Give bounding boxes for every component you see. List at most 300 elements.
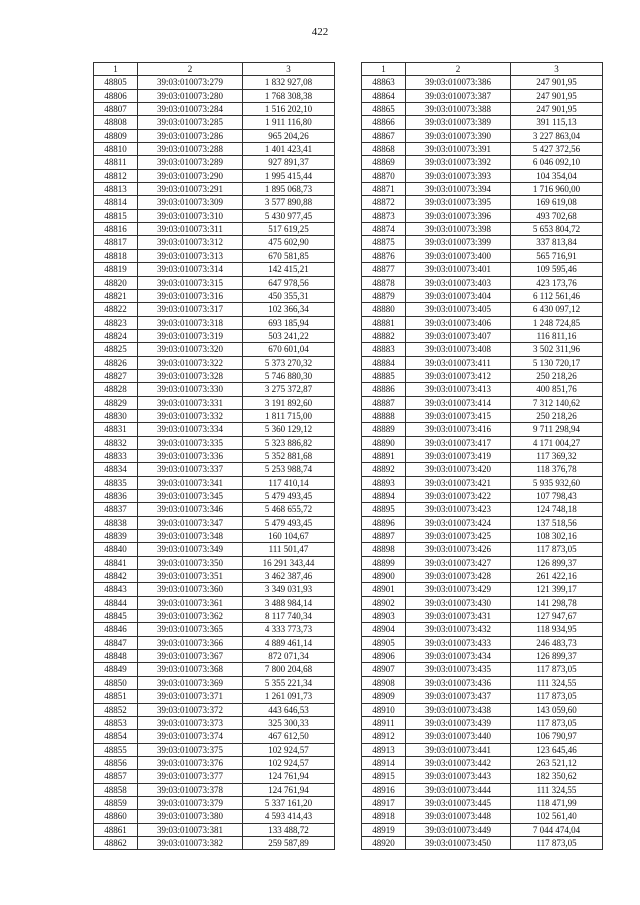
- cadastral-number-cell: 39:03:010073:438: [406, 703, 511, 716]
- table-row: [362, 409, 603, 422]
- row-number-cell: 48858: [94, 783, 138, 796]
- row-number-cell: 48911: [362, 716, 406, 729]
- cadastral-number-cell: 39:03:010073:350: [138, 556, 243, 569]
- cadastral-number-cell: 39:03:010073:373: [138, 716, 243, 729]
- cadastral-value-cell: 467 612,50: [243, 730, 335, 743]
- cadastral-number-cell: 39:03:010073:322: [138, 356, 243, 369]
- table-row: [362, 89, 603, 102]
- table-row: [362, 703, 603, 716]
- cadastral-number-cell: 39:03:010073:416: [406, 423, 511, 436]
- row-number-cell: 48845: [94, 610, 138, 623]
- table-body-left: [94, 76, 335, 850]
- cadastral-number-cell: 39:03:010073:375: [138, 743, 243, 756]
- cadastral-value-cell: 423 173,76: [511, 276, 603, 289]
- cadastral-number-cell: 39:03:010073:378: [138, 783, 243, 796]
- table-row: [94, 596, 335, 609]
- row-number-cell: 48866: [362, 116, 406, 129]
- cadastral-value-cell: 5 373 270,32: [243, 356, 335, 369]
- row-number-cell: 48859: [94, 796, 138, 809]
- cadastral-number-cell: 39:03:010073:431: [406, 610, 511, 623]
- cadastral-value-cell: 137 518,56: [511, 516, 603, 529]
- cadastral-value-cell: 182 350,62: [511, 770, 603, 783]
- cadastral-number-cell: 39:03:010073:439: [406, 716, 511, 729]
- table-row: [362, 436, 603, 449]
- row-number-cell: 48853: [94, 716, 138, 729]
- cadastral-value-cell: 872 071,34: [243, 650, 335, 663]
- cadastral-value-cell: 102 924,57: [243, 743, 335, 756]
- table-row: [362, 583, 603, 596]
- cadastral-number-cell: 39:03:010073:423: [406, 503, 511, 516]
- cadastral-value-cell: 169 619,08: [511, 196, 603, 209]
- table-row: [362, 316, 603, 329]
- table-row: [362, 169, 603, 182]
- cadastral-value-cell: 325 300,33: [243, 716, 335, 729]
- table-row: [362, 303, 603, 316]
- table-row: [94, 556, 335, 569]
- cadastral-number-cell: 39:03:010073:393: [406, 169, 511, 182]
- row-number-cell: 48833: [94, 449, 138, 462]
- cadastral-value-cell: 5 427 372,56: [511, 143, 603, 156]
- table-row: [362, 490, 603, 503]
- cadastral-value-cell: 5 360 129,12: [243, 423, 335, 436]
- table-row: [362, 503, 603, 516]
- cadastral-number-cell: 39:03:010073:415: [406, 409, 511, 422]
- row-number-cell: 48868: [362, 143, 406, 156]
- row-number-cell: 48893: [362, 476, 406, 489]
- row-number-cell: 48809: [94, 129, 138, 142]
- cadastral-value-cell: 5 430 977,45: [243, 209, 335, 222]
- cadastral-number-cell: 39:03:010073:432: [406, 623, 511, 636]
- table-row: [94, 836, 335, 849]
- row-number-cell: 48886: [362, 383, 406, 396]
- table-row: [362, 636, 603, 649]
- cadastral-value-cell: 5 746 880,30: [243, 369, 335, 382]
- cadastral-value-cell: 565 716,91: [511, 249, 603, 262]
- cadastral-number-cell: 39:03:010073:335: [138, 436, 243, 449]
- table-row: [362, 730, 603, 743]
- cadastral-value-cell: 143 059,60: [511, 703, 603, 716]
- cadastral-value-cell: 109 595,46: [511, 263, 603, 276]
- cadastral-value-cell: 503 241,22: [243, 329, 335, 342]
- table-row: [362, 396, 603, 409]
- cadastral-number-cell: 39:03:010073:417: [406, 436, 511, 449]
- cadastral-number-cell: 39:03:010073:315: [138, 276, 243, 289]
- cadastral-value-cell: 8 117 740,34: [243, 610, 335, 623]
- row-number-cell: 48872: [362, 196, 406, 209]
- table-row: [94, 143, 335, 156]
- table-row: [94, 583, 335, 596]
- table-row: [94, 756, 335, 769]
- cadastral-value-cell: 443 646,53: [243, 703, 335, 716]
- cadastral-value-cell: 5 468 655,72: [243, 503, 335, 516]
- cadastral-value-cell: 5 130 720,17: [511, 356, 603, 369]
- table-row: [94, 196, 335, 209]
- cadastral-value-cell: 5 337 161,20: [243, 796, 335, 809]
- cadastral-number-cell: 39:03:010073:334: [138, 423, 243, 436]
- row-number-cell: 48839: [94, 530, 138, 543]
- row-number-cell: 48834: [94, 463, 138, 476]
- cadastral-number-cell: 39:03:010073:319: [138, 329, 243, 342]
- cadastral-value-cell: 670 601,04: [243, 343, 335, 356]
- cadastral-value-cell: 5 355 221,34: [243, 676, 335, 689]
- cadastral-value-cell: 160 104,67: [243, 530, 335, 543]
- cadastral-value-cell: 3 275 372,87: [243, 383, 335, 396]
- row-number-cell: 48823: [94, 316, 138, 329]
- cadastral-value-cell: 517 619,25: [243, 223, 335, 236]
- cadastral-number-cell: 39:03:010073:311: [138, 223, 243, 236]
- cadastral-value-cell: 126 899,37: [511, 650, 603, 663]
- cadastral-value-cell: 117 369,32: [511, 449, 603, 462]
- cadastral-value-cell: 670 581,85: [243, 249, 335, 262]
- cadastral-number-cell: 39:03:010073:435: [406, 663, 511, 676]
- cadastral-number-cell: 39:03:010073:320: [138, 343, 243, 356]
- row-number-cell: 48880: [362, 303, 406, 316]
- row-number-cell: 48915: [362, 770, 406, 783]
- cadastral-value-cell: 4 889 461,14: [243, 636, 335, 649]
- row-number-cell: 48822: [94, 303, 138, 316]
- cadastral-value-cell: 5 352 881,68: [243, 449, 335, 462]
- cadastral-value-cell: 3 577 890,88: [243, 196, 335, 209]
- row-number-cell: 48843: [94, 583, 138, 596]
- cadastral-number-cell: 39:03:010073:421: [406, 476, 511, 489]
- cadastral-number-cell: 39:03:010073:280: [138, 89, 243, 102]
- row-number-cell: 48909: [362, 690, 406, 703]
- row-number-cell: 48917: [362, 796, 406, 809]
- cadastral-value-cell: 4 593 414,43: [243, 810, 335, 823]
- table-row: [94, 183, 335, 196]
- row-number-cell: 48919: [362, 823, 406, 836]
- cadastral-number-cell: 39:03:010073:289: [138, 156, 243, 169]
- cadastral-number-cell: 39:03:010073:360: [138, 583, 243, 596]
- table-row: [362, 156, 603, 169]
- cadastral-number-cell: 39:03:010073:442: [406, 756, 511, 769]
- cadastral-number-cell: 39:03:010073:437: [406, 690, 511, 703]
- table-row: [362, 263, 603, 276]
- column-header-cadastral-number: 2: [138, 63, 243, 76]
- row-number-cell: 48873: [362, 209, 406, 222]
- table-row: [362, 329, 603, 342]
- table-row: [362, 676, 603, 689]
- cadastral-value-cell: 16 291 343,44: [243, 556, 335, 569]
- table-row: [94, 636, 335, 649]
- table-row: [94, 810, 335, 823]
- cadastral-value-cell: 117 873,05: [511, 716, 603, 729]
- cadastral-number-cell: 39:03:010073:331: [138, 396, 243, 409]
- row-number-cell: 48863: [362, 76, 406, 89]
- row-number-cell: 48885: [362, 369, 406, 382]
- cadastral-number-cell: 39:03:010073:380: [138, 810, 243, 823]
- cadastral-number-cell: 39:03:010073:314: [138, 263, 243, 276]
- table-header-row: [362, 63, 603, 76]
- cadastral-value-cell: 4 171 004,27: [511, 436, 603, 449]
- cadastral-value-cell: 118 934,95: [511, 623, 603, 636]
- table-row: [362, 476, 603, 489]
- cadastral-number-cell: 39:03:010073:405: [406, 303, 511, 316]
- table-row: [362, 663, 603, 676]
- table-row: [94, 396, 335, 409]
- cadastral-number-cell: 39:03:010073:279: [138, 76, 243, 89]
- table-row: [94, 276, 335, 289]
- cadastral-number-cell: 39:03:010073:390: [406, 129, 511, 142]
- cadastral-value-cell: 124 761,94: [243, 770, 335, 783]
- cadastral-number-cell: 39:03:010073:341: [138, 476, 243, 489]
- cadastral-number-cell: 39:03:010073:444: [406, 783, 511, 796]
- cadastral-value-cell: 4 333 773,73: [243, 623, 335, 636]
- row-number-cell: 48879: [362, 289, 406, 302]
- cadastral-number-cell: 39:03:010073:414: [406, 396, 511, 409]
- cadastral-number-cell: 39:03:010073:428: [406, 570, 511, 583]
- cadastral-number-cell: 39:03:010073:398: [406, 223, 511, 236]
- cadastral-value-cell: 102 924,57: [243, 756, 335, 769]
- table-row: [94, 690, 335, 703]
- row-number-cell: 48832: [94, 436, 138, 449]
- cadastral-number-cell: 39:03:010073:425: [406, 530, 511, 543]
- cadastral-number-cell: 39:03:010073:404: [406, 289, 511, 302]
- cadastral-number-cell: 39:03:010073:426: [406, 543, 511, 556]
- table-row: [362, 423, 603, 436]
- row-number-cell: 48887: [362, 396, 406, 409]
- table-row: [362, 623, 603, 636]
- cadastral-number-cell: 39:03:010073:367: [138, 650, 243, 663]
- row-number-cell: 48889: [362, 423, 406, 436]
- cadastral-number-cell: 39:03:010073:382: [138, 836, 243, 849]
- table-row: [94, 476, 335, 489]
- cadastral-value-cell: 121 399,17: [511, 583, 603, 596]
- row-number-cell: 48914: [362, 756, 406, 769]
- table-row: [362, 516, 603, 529]
- table-row: [94, 383, 335, 396]
- cadastral-value-cell: 1 895 068,73: [243, 183, 335, 196]
- table-row: [362, 116, 603, 129]
- cadastral-value-cell: 1 401 423,41: [243, 143, 335, 156]
- cadastral-number-cell: 39:03:010073:443: [406, 770, 511, 783]
- table-row: [94, 796, 335, 809]
- row-number-cell: 48896: [362, 516, 406, 529]
- row-number-cell: 48806: [94, 89, 138, 102]
- cadastral-number-cell: 39:03:010073:424: [406, 516, 511, 529]
- table-row: [362, 129, 603, 142]
- cadastral-value-cell: 118 376,78: [511, 463, 603, 476]
- table-row: [94, 716, 335, 729]
- cadastral-value-cell: 102 366,34: [243, 303, 335, 316]
- table-row: [94, 650, 335, 663]
- cadastral-number-cell: 39:03:010073:288: [138, 143, 243, 156]
- cadastral-number-cell: 39:03:010073:362: [138, 610, 243, 623]
- row-number-cell: 48846: [94, 623, 138, 636]
- row-number-cell: 48811: [94, 156, 138, 169]
- cadastral-value-cell: 400 851,76: [511, 383, 603, 396]
- table-row: [362, 236, 603, 249]
- cadastral-number-cell: 39:03:010073:369: [138, 676, 243, 689]
- table-row: [94, 89, 335, 102]
- cadastral-number-cell: 39:03:010073:429: [406, 583, 511, 596]
- cadastral-value-cell: 123 645,46: [511, 743, 603, 756]
- cadastral-value-cell: 7 044 474,04: [511, 823, 603, 836]
- cadastral-value-cell: 104 354,04: [511, 169, 603, 182]
- row-number-cell: 48902: [362, 596, 406, 609]
- cadastral-number-cell: 39:03:010073:372: [138, 703, 243, 716]
- cadastral-value-cell: 5 323 886,82: [243, 436, 335, 449]
- cadastral-value-cell: 106 790,97: [511, 730, 603, 743]
- row-number-cell: 48892: [362, 463, 406, 476]
- table-row: [362, 103, 603, 116]
- row-number-cell: 48835: [94, 476, 138, 489]
- cadastral-value-cell: 3 227 863,04: [511, 129, 603, 142]
- cadastral-value-cell: 5 253 988,74: [243, 463, 335, 476]
- cadastral-number-cell: 39:03:010073:391: [406, 143, 511, 156]
- cadastral-number-cell: 39:03:010073:449: [406, 823, 511, 836]
- cadastral-value-cell: 7 800 204,68: [243, 663, 335, 676]
- cadastral-number-cell: 39:03:010073:420: [406, 463, 511, 476]
- cadastral-number-cell: 39:03:010073:407: [406, 329, 511, 342]
- table-row: [362, 463, 603, 476]
- table-row: [94, 289, 335, 302]
- cadastral-value-cell: 247 901,95: [511, 89, 603, 102]
- cadastral-value-cell: 9 711 298,94: [511, 423, 603, 436]
- cadastral-value-cell: 141 298,78: [511, 596, 603, 609]
- cadastral-number-cell: 39:03:010073:349: [138, 543, 243, 556]
- cadastral-number-cell: 39:03:010073:386: [406, 76, 511, 89]
- table-row: [94, 770, 335, 783]
- row-number-cell: 48870: [362, 169, 406, 182]
- cadastral-value-cell: 965 204,26: [243, 129, 335, 142]
- row-number-cell: 48867: [362, 129, 406, 142]
- table-row: [94, 530, 335, 543]
- row-number-cell: 48841: [94, 556, 138, 569]
- cadastral-number-cell: 39:03:010073:411: [406, 356, 511, 369]
- row-number-cell: 48810: [94, 143, 138, 156]
- row-number-cell: 48899: [362, 556, 406, 569]
- row-number-cell: 48830: [94, 409, 138, 422]
- row-number-cell: 48840: [94, 543, 138, 556]
- cadastral-number-cell: 39:03:010073:290: [138, 169, 243, 182]
- cadastral-value-cell: 450 355,31: [243, 289, 335, 302]
- cadastral-number-cell: 39:03:010073:430: [406, 596, 511, 609]
- table-row: [362, 143, 603, 156]
- table-row: [94, 610, 335, 623]
- cadastral-value-cell: 108 302,16: [511, 530, 603, 543]
- table-row: [94, 449, 335, 462]
- cadastral-value-cell: 116 811,16: [511, 329, 603, 342]
- cadastral-number-cell: 39:03:010073:399: [406, 236, 511, 249]
- table-row: [94, 409, 335, 422]
- row-number-cell: 48851: [94, 690, 138, 703]
- table-row: [362, 369, 603, 382]
- cadastral-value-cell: 3 462 387,46: [243, 570, 335, 583]
- table-row: [94, 703, 335, 716]
- cadastral-number-cell: 39:03:010073:312: [138, 236, 243, 249]
- cadastral-value-cell: 259 587,89: [243, 836, 335, 849]
- cadastral-number-cell: 39:03:010073:317: [138, 303, 243, 316]
- cadastral-value-cell: 126 899,37: [511, 556, 603, 569]
- row-number-cell: 48891: [362, 449, 406, 462]
- cadastral-number-cell: 39:03:010073:347: [138, 516, 243, 529]
- row-number-cell: 48838: [94, 516, 138, 529]
- table-row: [94, 436, 335, 449]
- table-row: [362, 543, 603, 556]
- cadastral-number-cell: 39:03:010073:316: [138, 289, 243, 302]
- row-number-cell: 48878: [362, 276, 406, 289]
- cadastral-number-cell: 39:03:010073:337: [138, 463, 243, 476]
- row-number-cell: 48847: [94, 636, 138, 649]
- cadastral-value-cell: 250 218,26: [511, 369, 603, 382]
- cadastral-number-cell: 39:03:010073:330: [138, 383, 243, 396]
- cadastral-value-cell: 247 901,95: [511, 103, 603, 116]
- cadastral-value-table-left: [93, 62, 335, 850]
- table-row: [94, 490, 335, 503]
- row-number-cell: 48905: [362, 636, 406, 649]
- cadastral-number-cell: 39:03:010073:419: [406, 449, 511, 462]
- cadastral-number-cell: 39:03:010073:388: [406, 103, 511, 116]
- table-row: [94, 236, 335, 249]
- table-row: [94, 503, 335, 516]
- row-number-cell: 48807: [94, 103, 138, 116]
- row-number-cell: 48916: [362, 783, 406, 796]
- cadastral-value-cell: 250 218,26: [511, 409, 603, 422]
- table-row: [362, 570, 603, 583]
- cadastral-number-cell: 39:03:010073:332: [138, 409, 243, 422]
- row-number-cell: 48826: [94, 356, 138, 369]
- cadastral-number-cell: 39:03:010073:448: [406, 810, 511, 823]
- column-header-cadastral-number: 2: [406, 63, 511, 76]
- table-header-row: [94, 63, 335, 76]
- cadastral-number-cell: 39:03:010073:387: [406, 89, 511, 102]
- table-row: [94, 343, 335, 356]
- table-row: [94, 303, 335, 316]
- table-row: [362, 810, 603, 823]
- cadastral-value-cell: 261 422,16: [511, 570, 603, 583]
- table-row: [362, 610, 603, 623]
- table-row: [362, 196, 603, 209]
- row-number-cell: 48828: [94, 383, 138, 396]
- row-number-cell: 48805: [94, 76, 138, 89]
- cadastral-value-cell: 111 501,47: [243, 543, 335, 556]
- table-row: [362, 343, 603, 356]
- row-number-cell: 48819: [94, 263, 138, 276]
- table-row: [362, 823, 603, 836]
- cadastral-number-cell: 39:03:010073:408: [406, 343, 511, 356]
- table-row: [362, 756, 603, 769]
- cadastral-number-cell: 39:03:010073:346: [138, 503, 243, 516]
- cadastral-value-cell: 1 768 308,38: [243, 89, 335, 102]
- row-number-cell: 48842: [94, 570, 138, 583]
- row-number-cell: 48825: [94, 343, 138, 356]
- row-number-cell: 48827: [94, 369, 138, 382]
- table-row: [362, 249, 603, 262]
- table-row: [362, 356, 603, 369]
- table-row: [362, 530, 603, 543]
- cadastral-value-cell: 117 873,05: [511, 663, 603, 676]
- cadastral-number-cell: 39:03:010073:365: [138, 623, 243, 636]
- cadastral-number-cell: 39:03:010073:310: [138, 209, 243, 222]
- table-row: [362, 796, 603, 809]
- table-row: [362, 76, 603, 89]
- cadastral-number-cell: 39:03:010073:366: [138, 636, 243, 649]
- table-row: [362, 209, 603, 222]
- cadastral-value-cell: 475 602,90: [243, 236, 335, 249]
- cadastral-value-cell: 5 653 804,72: [511, 223, 603, 236]
- row-number-cell: 48913: [362, 743, 406, 756]
- cadastral-value-cell: 6 112 561,46: [511, 289, 603, 302]
- cadastral-value-cell: 5 479 493,45: [243, 490, 335, 503]
- cadastral-number-cell: 39:03:010073:374: [138, 730, 243, 743]
- cadastral-value-cell: 111 324,55: [511, 676, 603, 689]
- cadastral-number-cell: 39:03:010073:394: [406, 183, 511, 196]
- table-row: [94, 623, 335, 636]
- cadastral-value-cell: 1 832 927,08: [243, 76, 335, 89]
- row-number-cell: 48884: [362, 356, 406, 369]
- cadastral-value-cell: 107 798,43: [511, 490, 603, 503]
